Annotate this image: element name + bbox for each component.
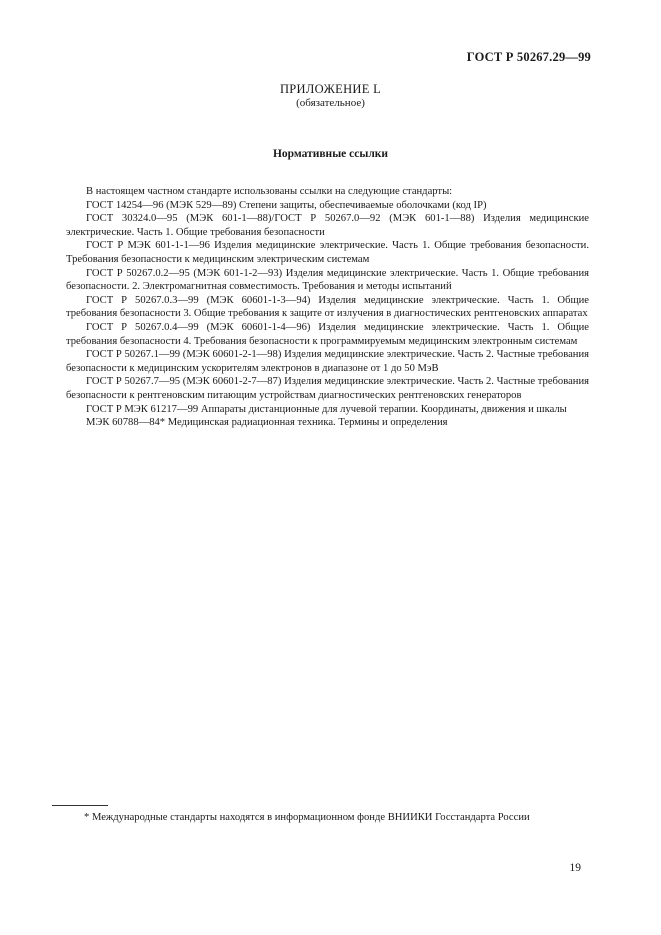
reference-item: ГОСТ Р МЭК 601-1-1—96 Изделия медицинские электрические. Часть 1. Общие требования безопасности. Требования безопасности к медицинским электрическим системам [66, 240, 589, 265]
reference-item: ГОСТ Р 50267.1—99 (МЭК 60601-2-1—98) Изделия медицинские электрические. Часть 2. Частные требования безопасности к медицинским ускорителям электронов в диапазоне от 1 до 50 МэВ [66, 349, 589, 374]
document-code: ГОСТ Р 50267.29—99 [466, 50, 591, 64]
reference-item: ГОСТ 30324.0—95 (МЭК 601-1—88)/ГОСТ Р 50267.0—92 (МЭК 601-1—88) Изделия медицинские электрические. Часть 1. Общие требования безопасности [66, 213, 589, 238]
references-body [66, 185, 589, 430]
appendix-subtitle: (обязательное) [296, 97, 365, 109]
reference-item: ГОСТ 14254—96 (МЭК 529—89) Степени защиты, обеспечиваемые оболочками (код IP) [86, 199, 487, 211]
reference-item: ГОСТ Р МЭК 61217—99 Аппараты дистанционные для лучевой терапии. Координаты, движения и шкалы [86, 403, 567, 415]
reference-item: ГОСТ Р 50267.0.4—99 (МЭК 60601-1-4—96) Изделия медицинские электрические. Часть 1. Общие требования безопасности 4. Требования безопасности к программируемым медицинским электронным системам [66, 321, 589, 347]
reference-item: ГОСТ Р 50267.0.2—95 (МЭК 601-1-2—93) Изделия медицинские электрические. Часть 1. Общие требования безопасности. 2. Электромагнитная совместимость. Требования и методы испытаний [66, 267, 589, 293]
appendix-title: ПРИЛОЖЕНИЕ L [279, 82, 382, 96]
reference-item: ГОСТ Р 50267.0.3—99 (МЭК 60601-1-3—94) Изделия медицинские электрические. Часть 1. Общие требования безопасности 3. Общие требования к защите от излучения в диагностических рентгеновских аппаратах [66, 294, 589, 320]
section-title: Нормативные ссылки [272, 148, 389, 160]
reference-item: ГОСТ Р 50267.7—95 (МЭК 60601-2-7—87) Изделия медицинские электрические. Часть 2. Частные требования безопасности к рентгеновским питающим устройствам диагностических рентгеновских генераторов [66, 376, 589, 401]
intro-paragraph: В настоящем частном стандарте использованы ссылки на следующие стандарты: [86, 186, 453, 197]
page-number: 19 [569, 862, 581, 874]
reference-item: МЭК 60788—84* Медицинская радиационная техника. Термины и определения [86, 417, 448, 429]
footnote-divider [52, 805, 108, 806]
footnote: * Международные стандарты находятся в информационном фонде ВНИИКИ Госстандарта России [84, 812, 530, 823]
